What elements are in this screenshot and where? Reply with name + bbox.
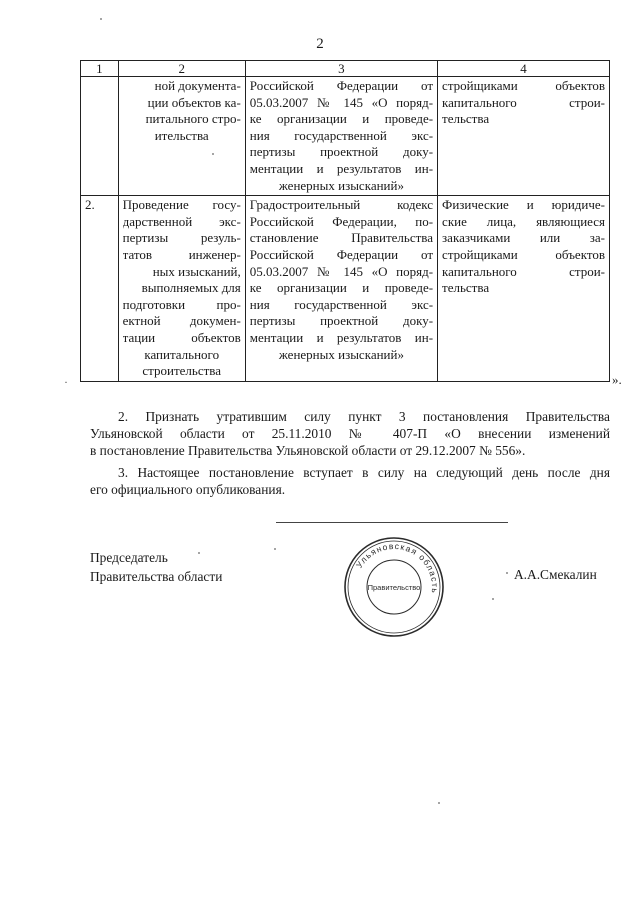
scan-speck [198,552,200,554]
table-row [81,77,610,196]
header-cell-4: 4 [438,61,610,77]
cell-line: ции объектов ка- [147,94,241,110]
cell-line: ментации и результатов ин- [249,329,434,345]
cell-line: татов инженер- [122,246,241,262]
cell-line: Российской Федерации, по- [249,213,434,229]
paragraph-line: в постановление Правительства Ульяновской области от 29.12.2007 № 556». [90,443,526,458]
scan-speck [212,153,214,155]
row-number-cell: 2. [81,196,119,382]
signatory-title-line-2: Правительства области [90,569,223,584]
paragraph-3 [90,464,610,498]
scan-speck [274,548,276,550]
cell-line: Физические и юридиче- [442,197,605,213]
cell-line: ния государственной экс- [249,296,434,312]
signatory-title [90,548,222,586]
cell-line: ские лица, являющиеся [442,213,605,229]
legal-basis-cell [245,196,437,382]
row-marker: · [64,375,68,389]
cell-line: пертизы проектной доку- [249,313,434,329]
cell-line: капитального [144,346,220,362]
cell-line: пертизы резуль- [122,230,241,246]
applicants-cell [438,196,610,382]
cell-line: Российской Федерации от [249,78,434,93]
cell-line: стройщиками объектов [442,78,605,93]
paragraph-line [90,464,610,481]
paragraph-line: его официального опубликования. [90,482,286,497]
cell-line: ной документа- [154,78,241,93]
separator-line [276,522,508,523]
paragraph-text: 2. Признать утратившим силу пункт 3 постановления Правительства [118,409,610,424]
cell-line: Российской Федерации от [249,246,434,262]
cell-line: 05.03.2007 № 145 «О поряд- [249,263,434,279]
scan-speck [506,572,508,574]
cell-line: женерных изысканий» [278,177,404,193]
cell-line: Проведение госу- [122,197,241,213]
signatory-title-line-1: Председатель [90,550,168,565]
cell-line: становление Правительства [249,230,434,246]
cell-line: ительства [154,127,209,143]
cell-line: стройщиками объектов [442,246,605,262]
header-cell-2: 2 [118,61,245,77]
cell-line: тельства [442,280,490,296]
cell-line: ектной докумен- [122,313,241,329]
paragraph-2 [90,408,610,459]
scan-speck [438,802,440,804]
cell-line: тельства [442,111,490,127]
cell-line: ке организации и проведе- [249,111,434,127]
official-seal-stamp [342,535,446,639]
document-table [80,60,610,382]
cell-line: тации объектов [122,329,241,345]
paragraph-text: 3. Настоящее постановление вступает в силу на следующий день после дня [118,465,610,480]
cell-line: капитального строи- [442,263,605,279]
row-number-cell [81,77,119,196]
cell-line: капитального строи- [442,94,605,110]
stamp-center-text: Правительство [367,583,421,592]
cell-line: ных изысканий, [152,263,241,279]
closing-quote: ». [612,372,622,387]
cell-line: женерных изысканий» [278,346,404,362]
activity-cell [118,77,245,196]
header-cell-3: 3 [245,61,437,77]
cell-line: выполняемых для [141,280,241,296]
stamp-ring-text: Ульяновская область [353,540,441,595]
cell-line: заказчиками или за- [442,230,605,246]
cell-line: Градостроительный кодекс [249,197,434,213]
cell-line: подготовки про- [122,296,241,312]
table-row [81,196,610,382]
page-number: 2 [316,36,324,52]
cell-line: 05.03.2007 № 145 «О поряд- [249,94,434,110]
header-cell-1: 1 [81,61,119,77]
cell-line: пертизы проектной доку- [249,144,434,160]
cell-line: ке организации и проведе- [249,280,434,296]
scan-speck [100,18,102,20]
legal-basis-cell [245,77,437,196]
signatory-name: А.А.Смекалин [514,567,597,582]
cell-line: питального стро- [145,111,241,127]
cell-line: ния государственной экс- [249,127,434,143]
scan-speck [492,598,494,600]
table-header-row [81,61,610,77]
paragraph-line: Ульяновской области от 25.11.2010 № 407-П «О внесении изменений [90,426,610,441]
activity-cell [118,196,245,382]
cell-line: строительства [142,363,222,379]
cell-line: дарственной экс- [122,213,241,229]
applicants-cell [438,77,610,196]
cell-line: ментации и результатов ин- [249,160,434,176]
paragraph-line [90,408,610,425]
